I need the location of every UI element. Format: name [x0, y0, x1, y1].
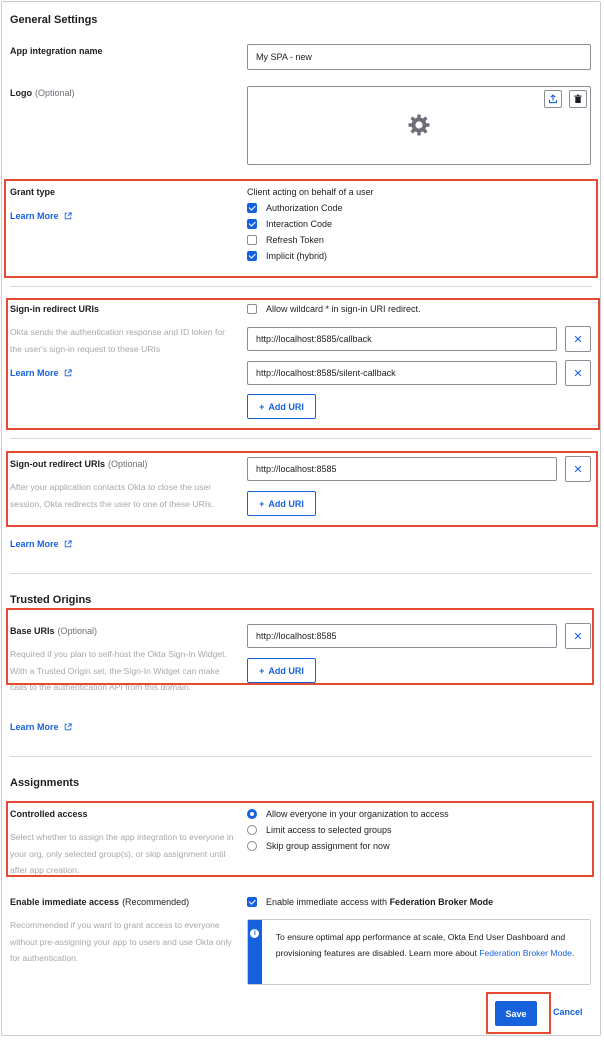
wildcard-label: Allow wildcard * in sign-in URI redirect. — [266, 304, 421, 314]
checkbox[interactable] — [247, 219, 257, 229]
immediate-access-option[interactable] — [247, 897, 493, 907]
immediate-check-bold: Federation Broker Mode — [389, 897, 494, 907]
access-option-label: Limit access to selected groups — [266, 825, 392, 835]
grant-option-label: Refresh Token — [266, 235, 324, 245]
signin-uri-input-1[interactable]: http://localhost:8585/callback — [247, 327, 557, 351]
signin-learn-more-text: Learn More — [10, 368, 59, 378]
checkbox[interactable] — [247, 203, 257, 213]
base-add-uri-button[interactable] — [247, 658, 316, 683]
radio-button[interactable] — [247, 825, 257, 835]
plus-icon: + — [259, 665, 265, 676]
immediate-access-label — [10, 897, 189, 907]
grant-learn-more-link[interactable] — [10, 211, 72, 221]
signin-learn-more-link[interactable] — [10, 368, 72, 378]
general-settings-heading: General Settings — [10, 14, 98, 26]
immediate-check-prefix: Enable immediate access with — [266, 897, 390, 907]
grant-option-refresh-token[interactable] — [247, 235, 324, 245]
gear-icon — [407, 113, 431, 139]
signout-add-uri-button[interactable] — [247, 491, 316, 516]
signin-uri-input-2[interactable]: http://localhost:8585/silent-callback — [247, 361, 557, 385]
cancel-link[interactable]: Cancel — [553, 1007, 583, 1017]
logo-optional-text: (Optional) — [35, 88, 75, 98]
controlled-access-description: Select whether to assign the app integration to everyone in your org, only selected group(s), or skip assignment until after app creation. — [10, 832, 234, 875]
divider — [10, 438, 592, 439]
base-uris-label — [10, 626, 97, 636]
access-option-label: Allow everyone in your organization to access — [266, 809, 449, 819]
trusted-learn-more-text: Learn More — [10, 722, 59, 732]
signin-add-uri-button[interactable] — [247, 394, 316, 419]
divider — [10, 573, 592, 574]
plus-icon: + — [259, 498, 265, 509]
grant-option-label: Authorization Code — [266, 203, 343, 213]
add-uri-label: Add URI — [268, 665, 304, 676]
signin-redirect-label: Sign-in redirect URIs — [10, 304, 100, 314]
immediate-access-description: Recommended if you want to grant access to everyone without pre-assigning your app to users and use Okta only for authentication. — [10, 920, 232, 963]
radio-button[interactable] — [247, 809, 257, 819]
checkbox[interactable] — [247, 251, 257, 261]
grant-option-authorization-code[interactable] — [247, 203, 343, 213]
base-uris-label-text: Base URIs — [10, 626, 55, 636]
info-icon: i — [250, 929, 259, 938]
wildcard-option[interactable] — [247, 304, 421, 314]
signout-optional-text: (Optional) — [108, 459, 148, 469]
signin-redirect-description: Okta sends the authentication response and ID token for the user's sign-in request to these URIs — [10, 327, 225, 354]
grant-learn-more-text: Learn More — [10, 211, 59, 221]
access-option-label: Skip group assignment for now — [266, 841, 390, 851]
access-option-everyone[interactable] — [247, 809, 449, 819]
radio-button[interactable] — [247, 841, 257, 851]
access-option-skip[interactable] — [247, 841, 390, 851]
access-option-limit-groups[interactable] — [247, 825, 392, 835]
info-text: To ensure optimal app performance at scale, Okta End User Dashboard and provisioning features are disabled. Learn more about — [275, 932, 566, 958]
info-banner-text — [262, 920, 590, 984]
close-icon[interactable]: ✕ — [565, 326, 591, 352]
controlled-access-label: Controlled access — [10, 809, 88, 819]
trusted-learn-more-link[interactable] — [10, 722, 72, 732]
app-name-input[interactable]: My SPA - new — [247, 44, 591, 70]
federation-broker-mode-link[interactable]: Federation Broker Mode — [479, 948, 572, 958]
signout-learn-more-text: Learn More — [10, 539, 59, 549]
base-uris-description: Required if you plan to self-host the Okta Sign-In Widget. With a Trusted Origin set, the Sign-In Widget can make calls to the authentication API from this domain. — [10, 649, 227, 692]
base-uri-input[interactable]: http://localhost:8585 — [247, 624, 557, 648]
plus-icon: + — [259, 401, 265, 412]
divider — [10, 286, 592, 287]
signout-label-text: Sign-out redirect URIs — [10, 459, 106, 469]
checkbox[interactable] — [247, 897, 257, 907]
upload-icon[interactable] — [544, 90, 562, 108]
client-acting-heading: Client acting on behalf of a user — [247, 187, 374, 197]
add-uri-label: Add URI — [268, 401, 304, 412]
add-uri-label: Add URI — [268, 498, 304, 509]
checkbox[interactable] — [247, 235, 257, 245]
signout-learn-more-link[interactable] — [10, 539, 72, 549]
signout-redirect-description: After your application contacts Okta to close the user session, Okta redirects the user to one of these URIs. — [10, 482, 214, 509]
signout-uri-input[interactable]: http://localhost:8585 — [247, 457, 557, 481]
external-link-icon — [64, 369, 72, 377]
close-icon[interactable]: ✕ — [565, 623, 591, 649]
external-link-icon — [64, 723, 72, 731]
external-link-icon — [64, 540, 72, 548]
immediate-access-label-text: Enable immediate access — [10, 897, 120, 907]
grant-option-implicit-hybrid[interactable] — [247, 251, 327, 261]
app-name-label: App integration name — [10, 46, 103, 56]
logo-label — [10, 88, 75, 98]
close-icon[interactable]: ✕ — [565, 456, 591, 482]
immediate-access-check-label — [266, 897, 493, 907]
immediate-access-optional-text: (Recommended) — [122, 897, 190, 907]
external-link-icon — [64, 212, 72, 220]
checkbox[interactable] — [247, 304, 257, 314]
divider — [10, 756, 592, 757]
trash-icon[interactable] — [569, 90, 587, 108]
grant-option-label: Interaction Code — [266, 219, 333, 229]
info-bar — [248, 920, 262, 984]
assignments-heading: Assignments — [10, 777, 80, 789]
base-uris-optional-text: (Optional) — [57, 626, 98, 636]
trusted-origins-heading: Trusted Origins — [10, 594, 92, 606]
grant-type-label: Grant type — [10, 187, 56, 197]
signout-redirect-label — [10, 459, 148, 469]
grant-option-label: Implicit (hybrid) — [266, 251, 328, 261]
close-icon[interactable]: ✕ — [565, 360, 591, 386]
logo-label-text: Logo — [10, 88, 32, 98]
save-button[interactable]: Save — [495, 1001, 537, 1026]
info-suffix: . — [571, 948, 575, 958]
grant-option-interaction-code[interactable] — [247, 219, 332, 229]
info-banner — [247, 919, 591, 985]
